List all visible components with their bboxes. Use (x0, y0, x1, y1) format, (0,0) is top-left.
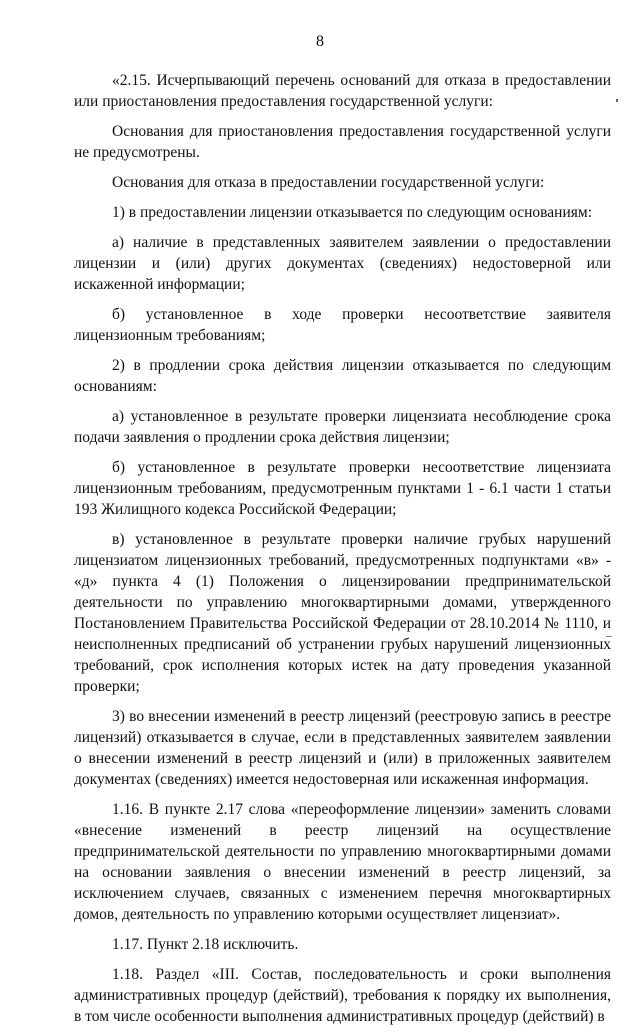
paragraph-item-2b: б) установленное в результате проверки несоответствие лицензиата лицензионным требованиям, предусмотренным пунктами 1 - 6.1 части 1 статьи 193 Жилищного кодекса Российской Федерации; (74, 459, 611, 518)
paragraph-item-1: 1) в предоставлении лицензии отказывается по следующим основаниям: (112, 204, 593, 221)
paragraph-suspension-grounds: Основания для приостановления предоставления государственной услуги не предусмотрены. (74, 123, 611, 161)
paragraph-1-18: 1.18. Раздел «III. Состав, последовательность и сроки выполнения административных процедур (действий), требования к порядку их выполнения, в том числе особенности выполнения административных процедур (действий) в (74, 966, 611, 1025)
paragraph-refusal-grounds: Основания для отказа в предоставлении государственной услуги: (112, 174, 545, 191)
paragraph-item-3: 3) во внесении изменений в реестр лицензий (реестровую запись в реестре лицензий) отказывается в случае, если в представленных заявителем заявлении о внесении изменений в реестр лицензий и (или) в приложенных заявителем документах (сведениях) имеется недостоверная или искаженная информация. (74, 708, 611, 788)
document-body (74, 70, 611, 1036)
paragraph-item-2v: в) установленное в результате проверки наличие грубых нарушений лицензиатом лицензионных требований, предусмотренных подпунктами «в» - «д» пункта 4 (1) Положения о лицензировании предпринимательской деятельности по управлению многоквартирными домами, утвержденного Постановлением Правительства Российской Федерации от 28.10.2014 № 1110, и неисполненных предписаний об устранении грубых нарушений лицензионных требований, срок исполнения которых истек на дату проведения указанной проверки; (74, 531, 611, 695)
paragraph-item-1b: б) установленное в ходе проверки несоответствие заявителя лицензионным требованиям; (74, 306, 611, 344)
page-number: 8 (316, 33, 324, 50)
paragraph-item-1a: а) наличие в представленных заявителем заявлении о предоставлении лицензии и (или) других документах (сведениях) недостоверной или искаженной информации; (74, 234, 611, 293)
margin-mark (616, 99, 618, 102)
paragraph-item-2a: а) установленное в результате проверки лицензиата несоблюдение срока подачи заявления о продлении срока действия лицензии; (74, 408, 611, 446)
paragraph-2-15-heading: «2.15. Исчерпывающий перечень оснований для отказа в предоставлении или приостановления предоставления государственной услуги: (74, 72, 611, 110)
paragraph-item-2: 2) в продлении срока действия лицензии отказывается по следующим основаниям: (74, 357, 611, 395)
paragraph-1-17: 1.17. Пункт 2.18 исключить. (112, 936, 299, 953)
paragraph-1-16: 1.16. В пункте 2.17 слова «переоформление лицензии» заменить словами «внесение изменений в реестр лицензий на осуществление предпринимательской деятельности по управлению многоквартирными домами на основании заявления о внесении изменений в реестр лицензий, за исключением случаев, связанных с изменением перечня многоквартирных домов, деятельность по управлению которыми осуществляет лицензиат». (74, 801, 611, 923)
